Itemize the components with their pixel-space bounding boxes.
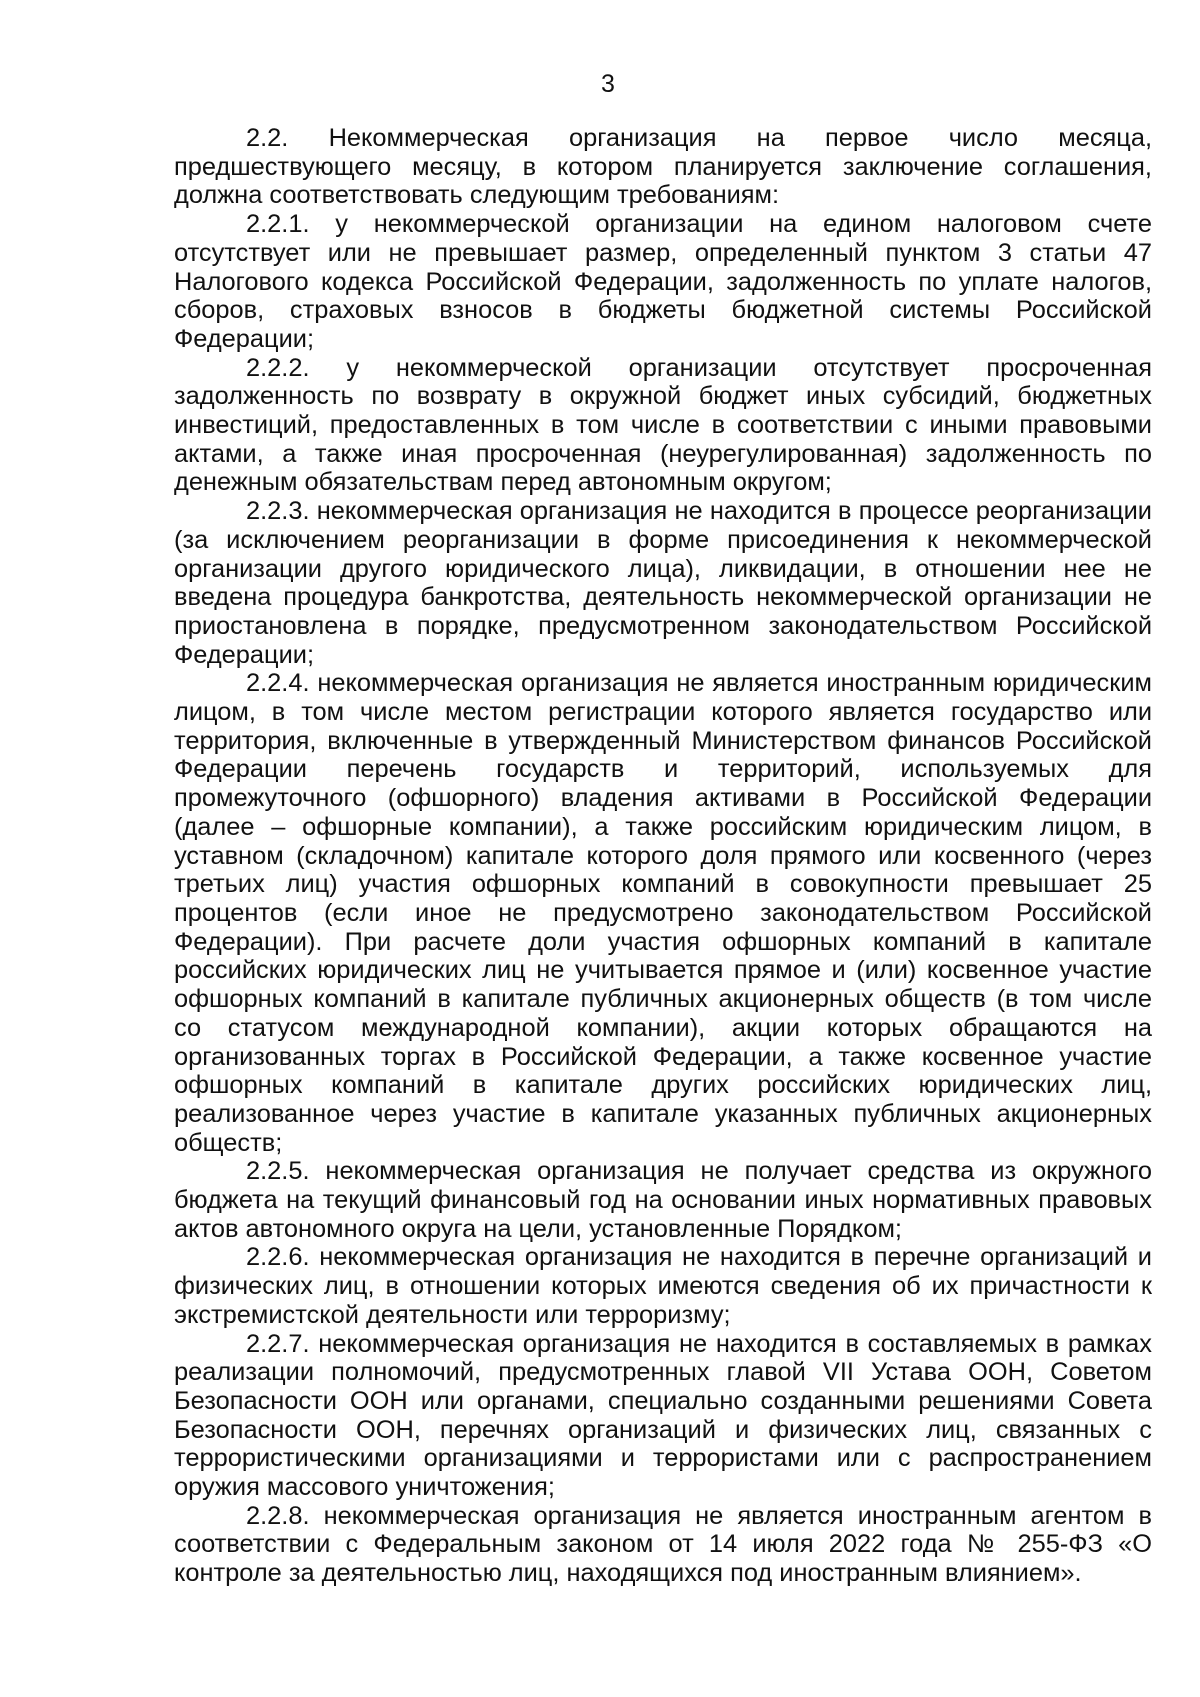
document-body: [174, 124, 1152, 1588]
paragraph-2-2: 2.2. Некоммерческая организация на первое число месяца, предшествующего месяцу, в котором планируется заключение соглашения, должна соответствовать следующим требованиям:: [174, 124, 1152, 210]
paragraph-2-2-5: 2.2.5. некоммерческая организация не получает средства из окружного бюджета на текущий финансовый год на основании иных нормативных правовых актов автономного округа на цели, установленные Порядком;: [174, 1157, 1152, 1243]
paragraph-2-2-2: 2.2.2. у некоммерческой организации отсутствует просроченная задолженность по возврату в окружной бюджет иных субсидий, бюджетных инвестиций, предоставленных в том числе в соответствии с иными правовыми актами, а также иная просроченная (неурегулированная) задолженность по денежным обязательствам перед автономным округом;: [174, 353, 1152, 497]
page-number: 3: [601, 70, 615, 98]
paragraph-2-2-1: 2.2.1. у некоммерческой организации на едином налоговом счете отсутствует или не превышает размер, определенный пунктом 3 статьи 47 Налогового кодекса Российской Федерации, задолженность по уплате налогов, сборов, страховых взносов в бюджеты бюджетной системы Российской Федерации;: [174, 210, 1152, 353]
paragraph-2-2-3: 2.2.3. некоммерческая организация не находится в процессе реорганизации (за исключением реорганизации в форме присоединения к некоммерческой организации другого юридического лица), ликвидации, в отношении нее не введена процедура банкротства, деятельность некоммерческой организации не приостановлена в порядке, предусмотренном законодательством Российской Федерации;: [174, 497, 1152, 669]
paragraph-2-2-4: 2.2.4. некоммерческая организация не является иностранным юридическим лицом, в том числе местом регистрации которого является государство или территория, включенные в утвержденный Министерством финансов Российской Федерации перечень государств и территорий, используемых для промежуточного (офшорного) владения активами в Российской Федерации (далее – офшорные компании), а также российским юридическим лицом, в уставном (складочном) капитале которого доля прямого или косвенного (через третьих лиц) участия офшорных компаний в совокупности превышает 25 процентов (если иное не предусмотрено законодательством Российской Федерации). При расчете доли участия офшорных компаний в капитале российских юридических лиц не учитывается прямое и (или) косвенное участие офшорных компаний в капитале публичных акционерных обществ (в том числе со статусом международной компании), акции которых обращаются на организованных торгах в Российской Федерации, а также косвенное участие офшорных компаний в капитале других российских юридических лиц, реализованное через участие в капитале указанных публичных акционерных обществ;: [174, 669, 1152, 1157]
paragraph-2-2-7: 2.2.7. некоммерческая организация не находится в составляемых в рамках реализации полномочий, предусмотренных главой VII Устава ООН, Советом Безопасности ООН или органами, специально созданными решениями Совета Безопасности ООН, перечнях организаций и физических лиц, связанных с террористическими организациями и террористами или с распространением оружия массового уничтожения;: [174, 1329, 1152, 1502]
paragraph-2-2-8: 2.2.8. некоммерческая организация не является иностранным агентом в соответствии с Федеральным законом от 14 июля 2022 года № 255-ФЗ «О контроле за деятельностью лиц, находящихся под иностранным влиянием».: [174, 1501, 1152, 1588]
paragraph-2-2-6: 2.2.6. некоммерческая организация не находится в перечне организаций и физических лиц, в отношении которых имеются сведения об их причастности к экстремистской деятельности или терроризму;: [174, 1243, 1152, 1329]
